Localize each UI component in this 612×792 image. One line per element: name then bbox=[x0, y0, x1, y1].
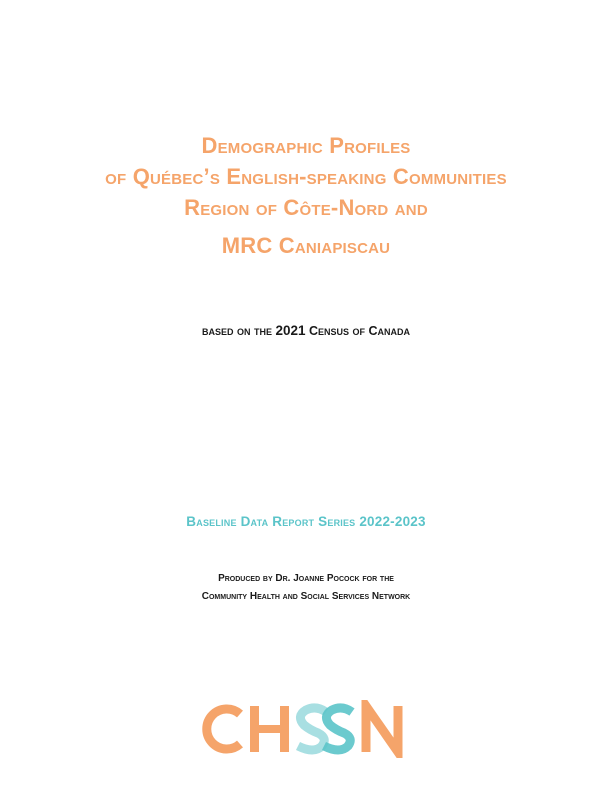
subtitle-prefix: based on the bbox=[202, 324, 276, 338]
produced-line-1: Produced by Dr. Joanne Pocock for the bbox=[218, 573, 394, 584]
census-subtitle bbox=[0, 323, 612, 338]
report-title bbox=[0, 130, 612, 261]
title-line-4: MRC Caniapiscau bbox=[221, 233, 391, 258]
subtitle-suffix: Census of Canada bbox=[305, 324, 410, 338]
produced-line-2: Community Health and Social Services Network bbox=[201, 591, 411, 602]
subtitle-year: 2021 bbox=[275, 323, 306, 338]
produced-by bbox=[0, 570, 612, 606]
report-series: Baseline Data Report Series 2022-2023 bbox=[186, 514, 426, 529]
chssn-logo bbox=[198, 700, 416, 758]
chssn-logo-mark bbox=[198, 700, 416, 758]
title-line-1: Demographic Profiles bbox=[201, 133, 411, 158]
title-line-3: Region of Côte-Nord and bbox=[184, 195, 428, 220]
title-line-2: of Québec’s English-speaking Communities bbox=[105, 164, 507, 189]
